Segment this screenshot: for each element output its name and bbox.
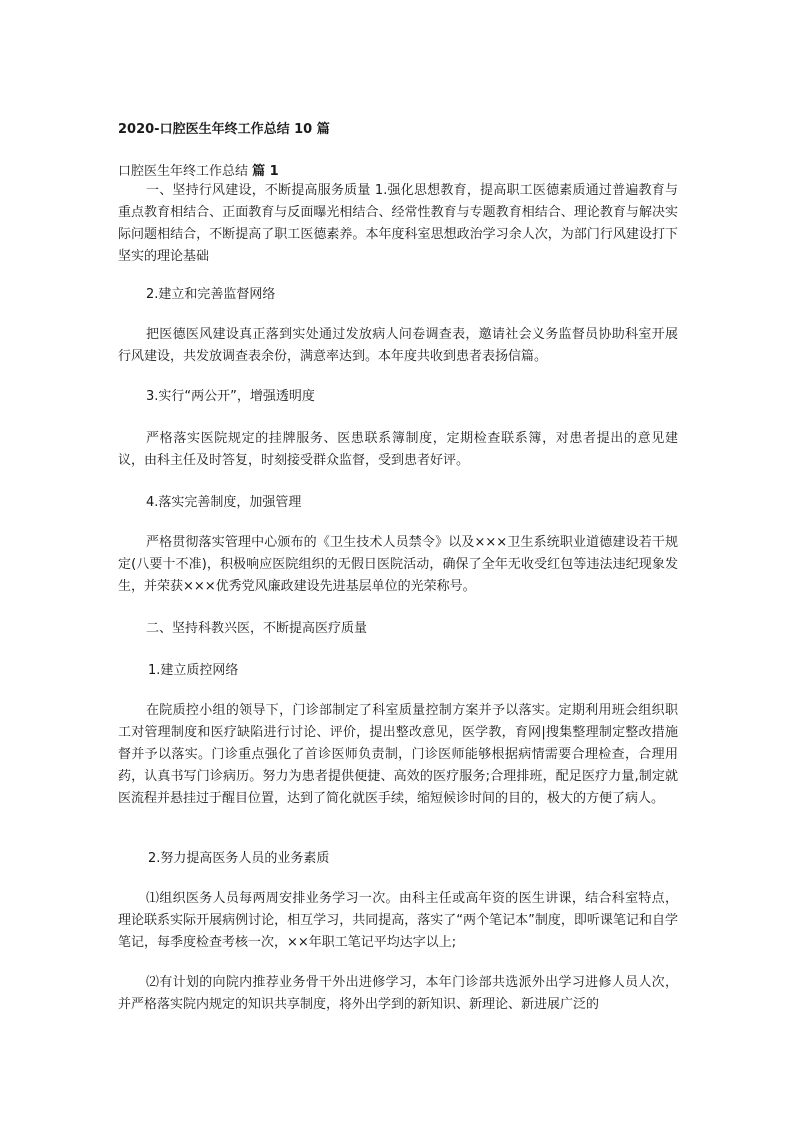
- subheading-3: 3.实行“两公开”，增强透明度: [146, 389, 315, 404]
- document-title: 2020-口腔医生年终工作总结 10 篇: [118, 122, 330, 137]
- paragraph-3: 严格落实医院规定的挂牌服务、医患联系簿制度，定期检查联系簿，对患者提出的意见建议，由科主任及时答复，时刻接受群众监督，受到患者好评。: [118, 431, 678, 468]
- section-heading: [118, 160, 279, 179]
- paragraph-4: 严格贯彻落实管理中心颁布的《卫生技术人员禁令》以及×××卫生系统职业道德建设若干规定(八要十不准)，积极响应医院组织的无假日医院活动，确保了全年无收受红包等违法违纪现象发生，并荣获×××优秀党风廉政建设先进基层单位的光荣称号。: [118, 535, 678, 594]
- subheading-4: 4.落实完善制度，加强管理: [146, 495, 302, 510]
- paragraph-7: ⑵有计划的向院内推荐业务骨干外出进修学习，本年门诊部共选派外出学习进修人员人次，并严格落实院内规定的知识共享制度，将外出学到的新知识、新理论、新进展广泛的: [118, 975, 678, 1012]
- section-label: 口腔医生年终工作总结: [118, 164, 249, 179]
- paragraph-5: 在院质控小组的领导下，门诊部制定了科室质量控制方案并予以落实。定期利用班会组织职工对管理制度和医疗缺陷进行讨论、评价，提出整改意见，医学教，育网|搜集整理制定整改措施督并予以落实。门诊重点强化了首诊医师负责制，门诊医师能够根据病情需要合理检查，合理用药，认真书写门诊病历。努力为患者提供便捷、高效的医疗服务;合理排班，配足医疗力量,制定就医流程并悬挂过于醒目位置，达到了简化就医手续，缩短候诊时间的目的，极大的方便了病人。: [118, 703, 678, 806]
- paragraph-2: 把医德医风建设真正落到实处通过发放病人问卷调查表，邀请社会义务监督员协助科室开展行风建设，共发放调查表余份，满意率达到。本年度共收到患者表扬信篇。: [118, 327, 678, 364]
- subheading-5: 1.建立质控网络: [148, 663, 239, 678]
- subheading-2: 2.建立和完善监督网络: [146, 287, 276, 302]
- section-heading-2: 二、坚持科教兴医，不断提高医疗质量: [146, 621, 368, 636]
- subheading-6: 2.努力提高医务人员的业务素质: [148, 851, 330, 866]
- paragraph-6: ⑴组织医务人员每两周安排业务学习一次。由科主任或高年资的医生讲课，结合科室特点，理论联系实际开展病例讨论，相互学习，共同提高，落实了“两个笔记本”制度，即听课笔记和自学笔记，每季度检查考核一次，××年职工笔记平均达字以上;: [118, 891, 678, 950]
- section-number: 篇 1: [252, 164, 279, 179]
- paragraph-1: 一、坚持行风建设，不断提高服务质量 1.强化思想教育，提高职工医德素质通过普遍教育与重点教育相结合、正面教育与反面曝光相结合、经常性教育与专题教育相结合、理论教育与解决实际问题相结合，不断提高了职工医德素养。本年度科室思想政治学习余人次，为部门行风建设打下坚实的理论基础: [118, 183, 678, 264]
